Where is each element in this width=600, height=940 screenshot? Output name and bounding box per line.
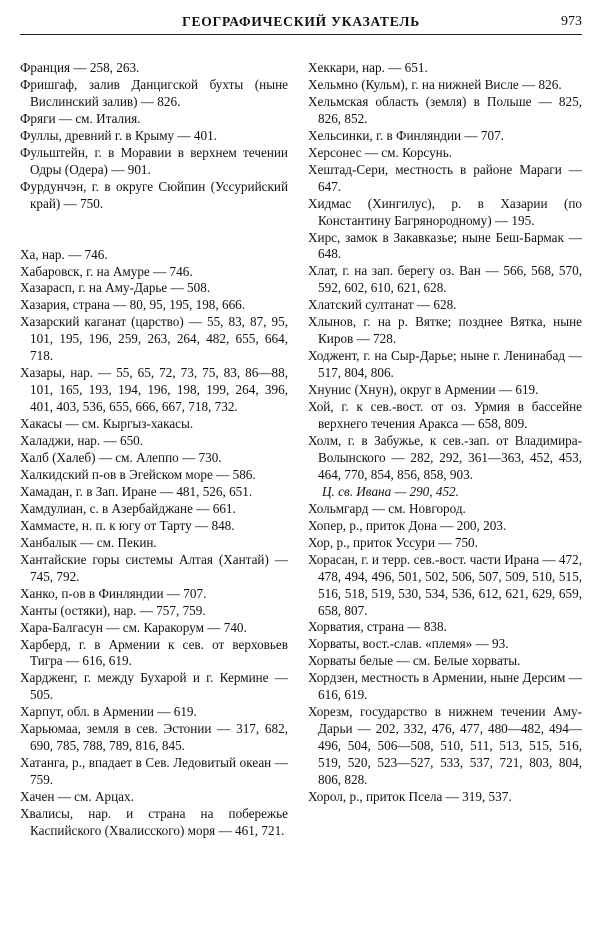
index-entry: Харберд, г. в Армении к сев. от верховьев Тигра — 616, 619.	[20, 636, 288, 669]
index-entry: Хештад-Сери, местность в районе Мараги — 647.	[308, 161, 582, 194]
index-entry: Хордзен, местность в Армении, ныне Дерсим — 616, 619.	[308, 670, 582, 703]
index-entry: Хельсинки, г. в Финляндии — 707.	[308, 127, 504, 143]
index-entry: Ханбалык — см. Пекин.	[20, 534, 157, 550]
index-entry: Хольмгард — см. Новгород.	[308, 500, 466, 516]
entry-group	[20, 60, 288, 213]
index-entry: Халб (Халеб) — см. Алеппо — 730.	[20, 450, 222, 466]
entry-group	[20, 247, 288, 840]
index-entry: Хопер, р., приток Дона — 200, 203.	[308, 517, 507, 533]
index-entry: Хатанга, р., впадает в Сев. Ледовитый океан — 759.	[20, 755, 288, 788]
index-entry: Хамадан, г. в Зап. Иране — 481, 526, 651.	[20, 483, 253, 499]
index-entry: Хлатский султанат — 628.	[308, 297, 457, 313]
letter-section-gap	[20, 213, 288, 247]
index-entry: Холм, г. в Забужье, к сев.-зап. от Владимира-Волынского — 282, 292, 361—363, 452, 453, 464, 770, 854, 856, 858, 903.	[308, 432, 582, 482]
index-entry: Хабаровск, г. на Амуре — 746.	[20, 263, 193, 279]
index-entry: Хнунис (Хнун), округ в Армении — 619.	[308, 382, 539, 398]
index-entry: Харпут, обл. в Армении — 619.	[20, 704, 197, 720]
index-entry: Хвалисы, нар. и страна на побережье Каспийского (Хвалисского) моря — 461, 721.	[20, 806, 288, 838]
index-entry: Хирс, замок в Закавказье; ныне Беш-Бармак — 648.	[308, 229, 582, 262]
index-entry: Хеккари, нар. — 651.	[308, 60, 428, 75]
index-entry: Халаджи, нар. — 650.	[20, 433, 144, 449]
index-entry: Хамдулиан, с. в Азербайджане — 661.	[20, 500, 236, 516]
running-header	[20, 14, 582, 35]
index-entry: Халкидский п-ов в Эгейском море — 586.	[20, 466, 256, 482]
index-entry: Хлынов, г. на р. Вятке; позднее Вятка, ныне Киров — 728.	[308, 314, 582, 347]
entry-group	[308, 501, 582, 806]
index-entry: Ха, нар. — 746.	[20, 246, 108, 262]
index-entry: Хазары, нар. — 55, 65, 72, 73, 75, 83, 86—88, 101, 165, 193, 194, 196, 198, 199, 264, 396, 401, 403, 536, 655, 666, 667, 718, 732.	[20, 365, 288, 415]
index-entry: Хантайские горы системы Алтая (Хантай) — 745, 792.	[20, 551, 288, 584]
page-number: 973	[561, 14, 582, 29]
index-entry: Хорваты, вост.-слав. «племя» — 93.	[308, 636, 509, 652]
header-title: ГЕОГРАФИЧЕСКИЙ УКАЗАТЕЛЬ	[182, 14, 420, 29]
index-entry: Фряги — см. Италия.	[20, 110, 141, 126]
index-entry: Хорасан, г. и терр. сев.-вост. части Ирана — 472, 478, 494, 496, 501, 502, 506, 507, 509, 510, 515, 516, 518, 519, 530, 534, 536, 612, 621, 629, 659, 658, 807.	[308, 551, 582, 618]
index-entry: Харьюмаа, земля в сев. Эстонии — 317, 682, 690, 785, 788, 789, 816, 845.	[20, 721, 288, 754]
index-entry: Хаммасте, н. п. к югу от Тарту — 848.	[20, 517, 235, 533]
index-entry: Хакасы — см. Кыргыз-хакасы.	[20, 416, 194, 432]
index-entry: Фришгаф, залив Данцигской бухты (ныне Вислинский залив) — 826.	[20, 76, 288, 109]
index-entry: Фуллы, древний г. в Крыму — 401.	[20, 127, 217, 143]
index-entry: Хлат, г. на зап. берегу оз. Ван — 566, 568, 570, 592, 602, 610, 621, 628.	[308, 263, 582, 296]
index-entry: Хой, г. к сев.-вост. от оз. Урмия в бассейне верхнего течения Аракса — 658, 809.	[308, 399, 582, 432]
index-entry: Ханты (остяки), нар. — 757, 759.	[20, 602, 206, 618]
index-entry: Хорол, р., приток Псела — 319, 537.	[308, 788, 512, 804]
index-entry: Хорватия, страна — 838.	[308, 619, 447, 635]
index-entry: Хидмас (Хингилус), р. в Хазарии (по Константину Багрянородному) — 195.	[308, 195, 582, 228]
entry-group	[308, 60, 582, 484]
right-column	[308, 60, 582, 806]
index-entry: Франция — 258, 263.	[20, 60, 140, 75]
index-entry: Хазарский каганат (царство) — 55, 83, 87, 95, 101, 195, 196, 259, 263, 264, 482, 655, 664, 718.	[20, 314, 288, 364]
index-entry: Ханко, п-ов в Финляндии — 707.	[20, 585, 207, 601]
index-entry: Ходжент, г. на Сыр-Дарье; ныне г. Ленинабад — 517, 804, 806.	[308, 348, 582, 381]
index-entry: Хор, р., приток Уссури — 750.	[308, 534, 478, 550]
index-entry: Хачен — см. Арцах.	[20, 789, 134, 805]
index-entry: Хазарасп, г. на Аму-Дарье — 508.	[20, 280, 211, 296]
index-entry: Хельмно (Кульм), г. на нижней Висле — 826.	[308, 76, 562, 92]
index-entry: Хардженг, г. между Бухарой и г. Кермине — 505.	[20, 670, 288, 703]
left-column	[20, 60, 288, 840]
index-entry: Фульштейн, г. в Моравии в верхнем течении Одры (Одера) — 901.	[20, 144, 288, 177]
index-entry: Хорезм, государство в нижнем течении Аму-Дарьи — 202, 332, 476, 477, 480—482, 494—496, 504, 506—508, 510, 511, 513, 515, 516, 519, 520, 523—527, 533, 537, 721, 803, 804, 806, 828.	[308, 704, 582, 788]
index-entry: Хара-Балгасун — см. Каракорум — 740.	[20, 619, 247, 635]
index-entry: Хельмская область (земля) в Польше — 825, 826, 852.	[308, 93, 582, 126]
index-subentry: Ц. св. Ивана — 290, 452.	[322, 483, 459, 499]
index-entry: Хазария, страна — 80, 95, 195, 198, 666.	[20, 297, 246, 313]
index-entry: Фурдунчэн, г. в округе Сюйпин (Уссурийский край) — 750.	[20, 178, 288, 211]
index-entry: Херсонес — см. Корсунь.	[308, 144, 453, 160]
index-entry: Хорваты белые — см. Белые хорваты.	[308, 653, 521, 669]
